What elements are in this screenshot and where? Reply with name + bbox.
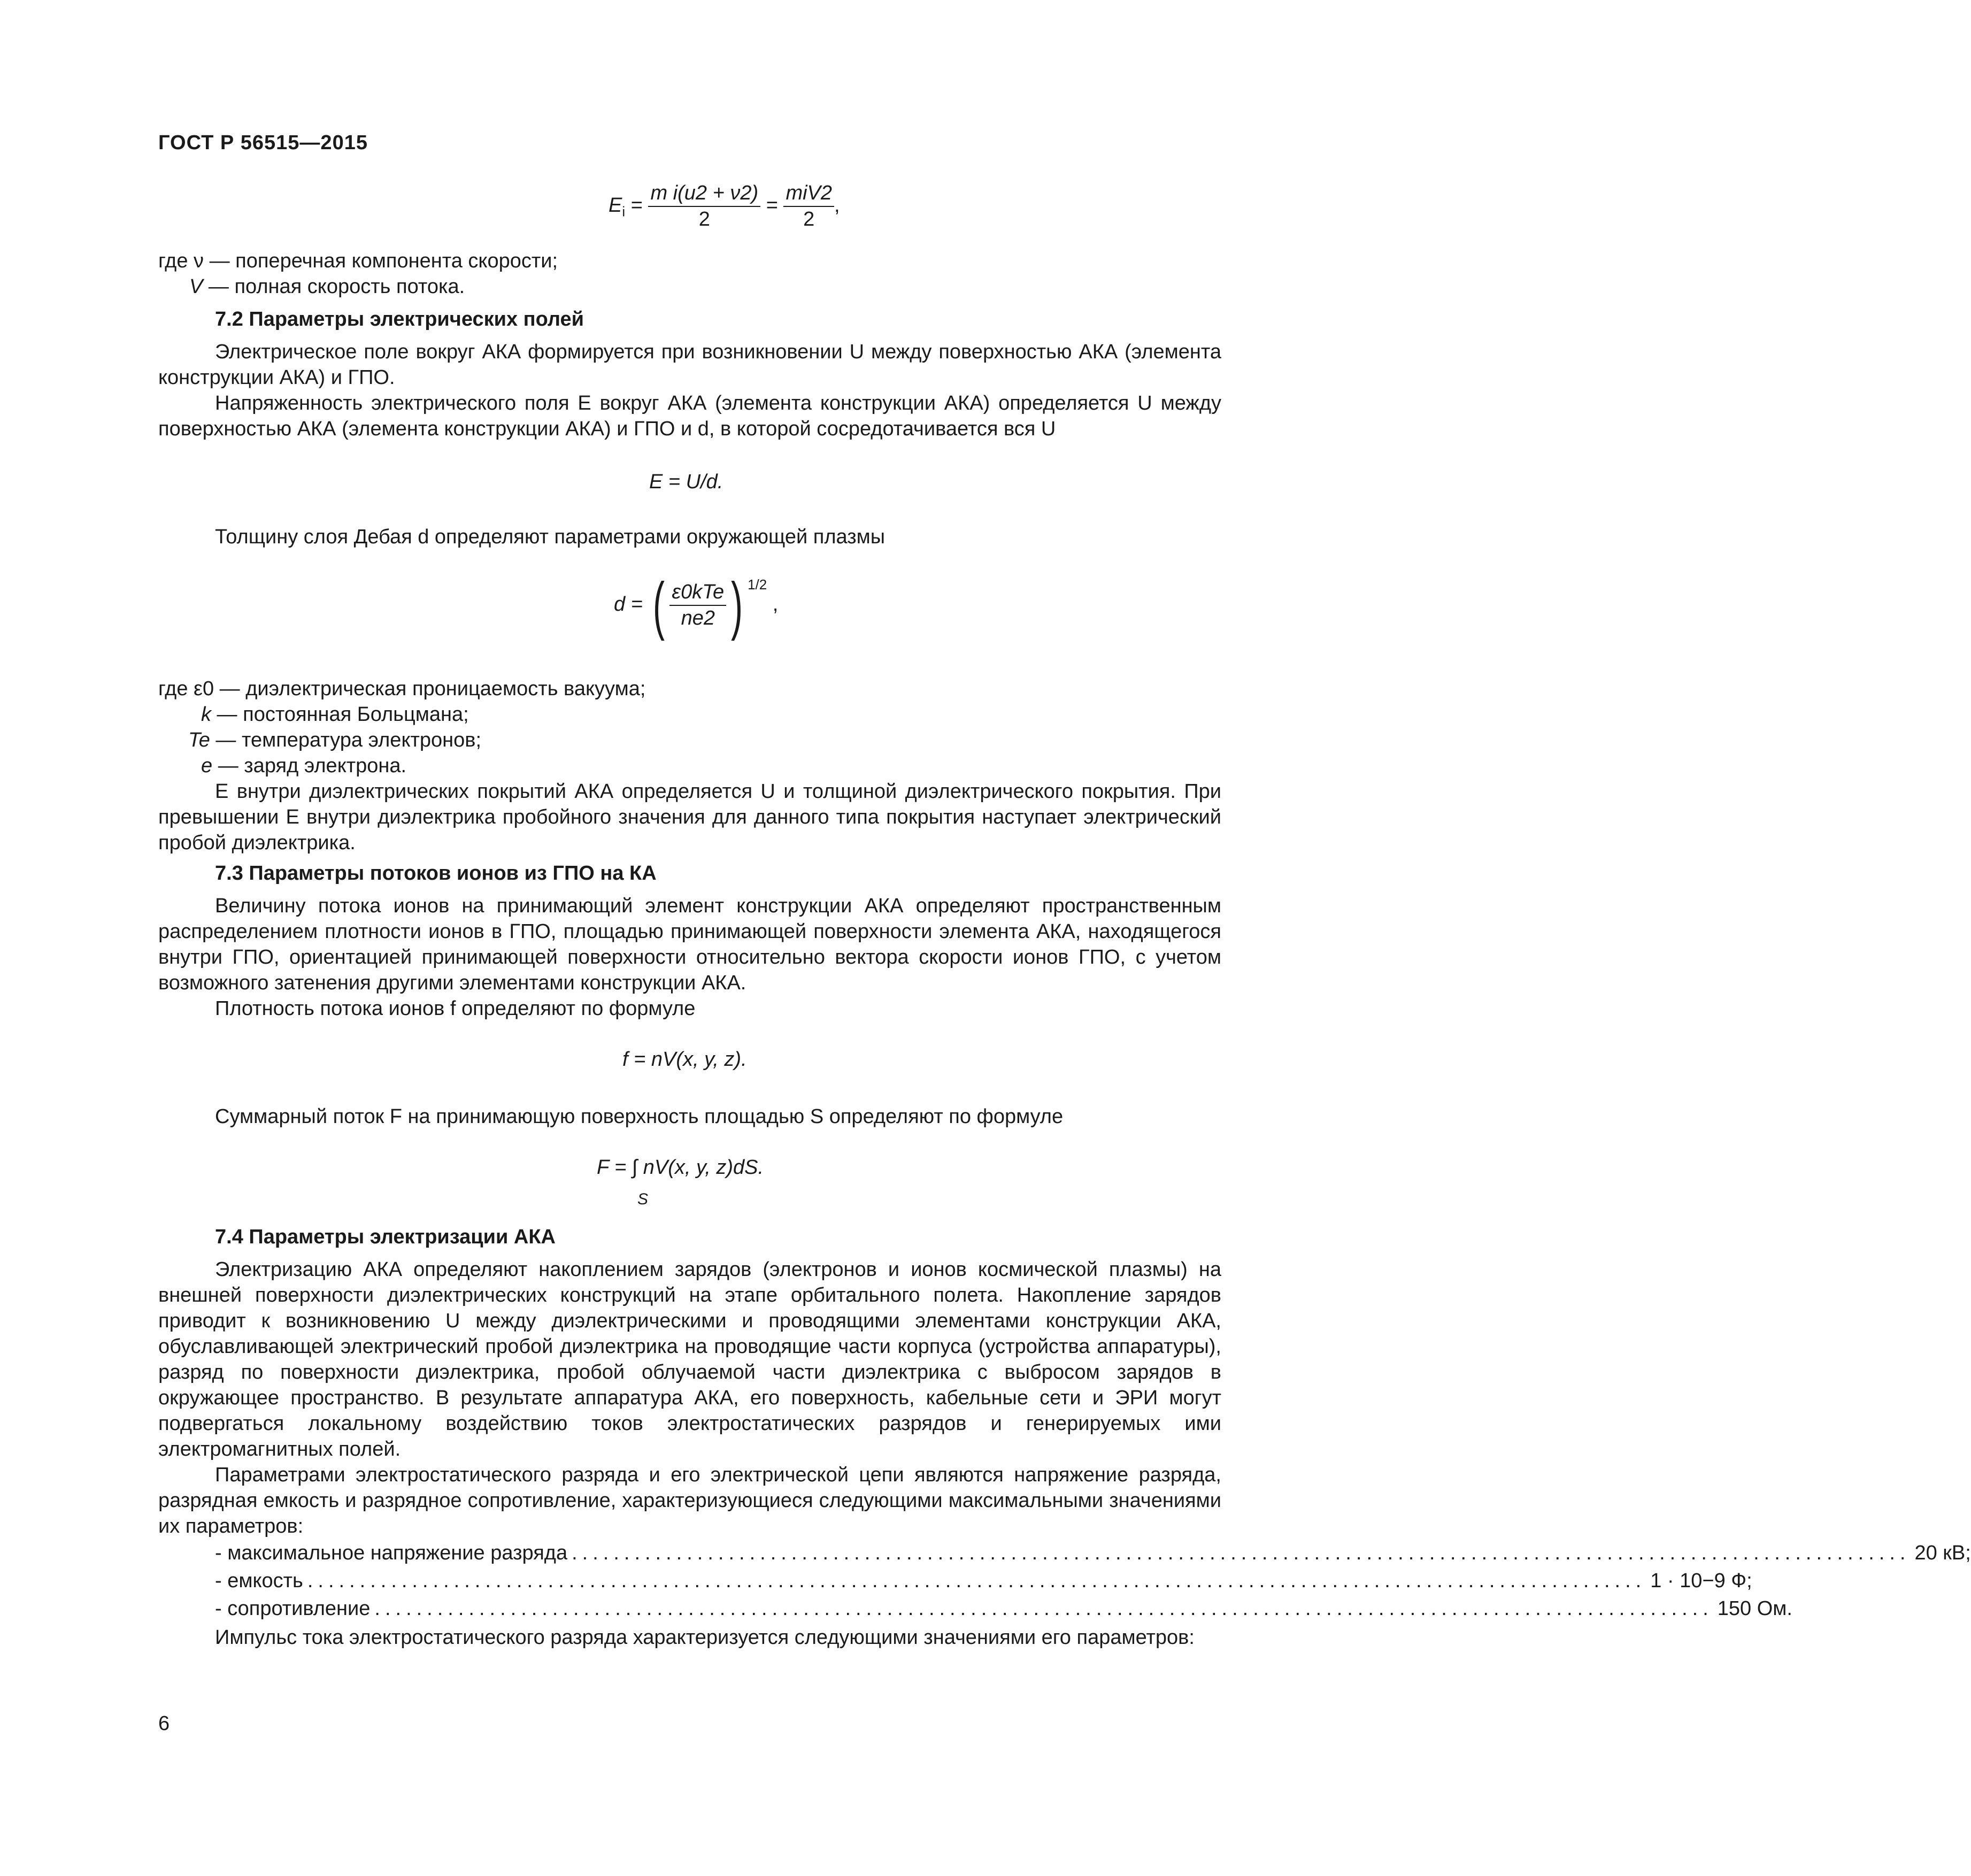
section-7-2-paragraph-1: Электрическое поле вокруг АКА формируется при возникновении U между поверхностью АКА (элемента конструкции АКА) и ГПО. xyxy=(158,341,1221,389)
formula-ei-lhs-sub: i xyxy=(622,203,626,220)
param-capacitance-label: - емкость xyxy=(215,1570,303,1592)
formula-F-text: F = ∫ nV(x, y, z)dS. xyxy=(597,1156,764,1179)
def-k-symbol: k xyxy=(201,703,211,726)
def-te-text: — температура электронов; xyxy=(210,729,482,751)
leader-dots: ................................................................................................................................ xyxy=(374,1597,1713,1620)
formula-d-lhs: d = xyxy=(614,593,643,616)
section-7-2-title: 7.2 Параметры электрических полей xyxy=(215,308,584,330)
formula-d-fraction xyxy=(669,581,726,630)
formula-field-strength: E = U/d. xyxy=(649,471,723,493)
def-te-symbol: Te xyxy=(188,729,210,751)
formula-ei-denominator-1: 2 xyxy=(698,208,710,230)
def-v-text: — полная скорость потока. xyxy=(203,275,465,298)
formula-ei-fraction-2 xyxy=(783,182,834,231)
formula-total-flux xyxy=(597,1156,764,1179)
formula-d-exponent: 1/2 xyxy=(748,576,767,593)
formula-flux-density: f = nV(x, y, z). xyxy=(622,1048,747,1071)
def-e-symbol: e xyxy=(201,755,213,777)
section-7-4-title: 7.4 Параметры электризации АКА xyxy=(215,1226,556,1248)
formula-ion-energy: $E_i$ = $\frac{\text{m i(u2 + ν2)}}{2}$ = $\frac{\text{miV2}}{2}$ , xyxy=(609,182,840,230)
param-resistance-label: - сопротивление xyxy=(215,1597,371,1620)
section-7-3-title: 7.3 Параметры потоков ионов из ГПО на КА xyxy=(215,862,657,885)
def-k-text: — постоянная Больцмана; xyxy=(211,703,469,726)
leader-dots: ................................................................................................................................ xyxy=(307,1570,1646,1592)
list-item xyxy=(215,1539,1971,1567)
formula-ei-numerator-1: m i(u2 + ν2) xyxy=(648,182,760,207)
leader-dots: ................................................................................................................................ xyxy=(572,1542,1911,1564)
param-voltage-value: 20 кВ; xyxy=(1914,1542,1971,1564)
formula-d-denominator: ne2 xyxy=(681,607,715,629)
def-eps-symbol: где ε0 xyxy=(158,678,214,700)
def-e-text: — заряд электрона. xyxy=(212,755,407,777)
section-7-4-paragraph-2: Параметрами электростатического разряда и его электрической цепи являются напряжение разряда, разрядная емкость и разрядное сопротивление, характеризующиеся следующими максимальными значениями их параметров: xyxy=(158,1464,1221,1537)
section-7-2-paragraph-3: Толщину слоя Дебая d определяют параметрами окружающей плазмы xyxy=(215,526,886,548)
document-header: ГОСТ Р 56515—2015 xyxy=(158,132,368,154)
def-v-symbol: V xyxy=(189,275,203,298)
section-7-3-paragraph-1: Величину потока ионов на принимающий элемент конструкции АКА определяют пространственным распределением плотности ионов в ГПО, площадью принимающей поверхности элемента АКА, находящегося внутри ГПО, ориентацией принимающей поверхности относительно вектора скорости ионов ГПО, с учетом возможного затенения другими элементами конструкции АКА. xyxy=(158,895,1221,994)
list-item xyxy=(215,1595,1792,1623)
section-7-4-paragraph-3: Импульс тока электростатического разряда характеризуется следующими значениями его параметров: xyxy=(215,1626,1195,1649)
formula-ei-lhs: E xyxy=(609,194,622,217)
formula-ei-fraction-1 xyxy=(648,182,760,231)
formula-d-numerator: ε0kTe xyxy=(669,581,726,606)
section-7-3-paragraph-2: Плотность потока ионов f определяют по формуле xyxy=(215,997,696,1020)
section-7-3-paragraph-3: Суммарный поток F на принимающую поверхность площадью S определяют по формуле xyxy=(215,1105,1064,1128)
formula-ei-denominator-2: 2 xyxy=(803,208,815,230)
page-number: 6 xyxy=(158,1712,170,1735)
section-7-2-paragraph-4: E внутри диэлектрических покрытий АКА определяется U и толщиной диэлектрического покрытия. При превышении E внутри диэлектрика пробойного значения для данного типа покрытия наступает электрический пробой диэлектрика. xyxy=(158,780,1221,854)
definitions-velocity xyxy=(158,248,558,299)
definitions-debye xyxy=(158,676,645,779)
param-voltage-label: - максимальное напряжение разряда xyxy=(215,1542,568,1564)
section-7-2-paragraph-2: Напряженность электрического поля E вокруг АКА (элемента конструкции АКА) определяется U между поверхностью АКА (элемента конструкции АКА) и ГПО и d, в которой сосредотачивается вся U xyxy=(158,392,1221,440)
formula-total-flux-subscript: S xyxy=(637,1190,649,1208)
param-capacitance-value: 1 · 10−9 Ф; xyxy=(1650,1570,1752,1592)
section-7-4-paragraph-1: Электризацию АКА определяют накоплением зарядов (электронов и ионов космической плазмы) на внешней поверхности диэлектрических конструкций на этапе орбитального полета. Накопление зарядов приводит к возникновению U между диэлектрическими и проводящими элементами конструкции АКА, обуславливающей электрический пробой диэлектрика на проводящие части корпуса (устройства аппаратуры), разряд по поверхности диэлектрика, пробой облучаемой части диэлектрика с выбросом зарядов в окружающее пространство. В результате аппаратура АКА, его поверхность, кабельные сети и ЭРИ могут подвергаться локальному воздействию токов электростатических разрядов и генерируемых ими электромагнитных полей. xyxy=(158,1258,1221,1460)
def-nu-symbol: где ν xyxy=(158,250,204,272)
list-item xyxy=(215,1567,1752,1595)
param-resistance-value: 150 Ом. xyxy=(1717,1597,1792,1620)
def-eps-text: — диэлектрическая проницаемость вакуума; xyxy=(214,678,646,700)
formula-debye-length: d = ( $\frac{\text{ε0kTe}}{ne2}$ ) $^{1/2}$ , xyxy=(614,570,779,641)
discharge-parameters-list xyxy=(215,1539,1971,1623)
def-nu-text: — поперечная компонента скорости; xyxy=(204,250,558,272)
formula-ei-numerator-2: miV2 xyxy=(783,182,834,207)
